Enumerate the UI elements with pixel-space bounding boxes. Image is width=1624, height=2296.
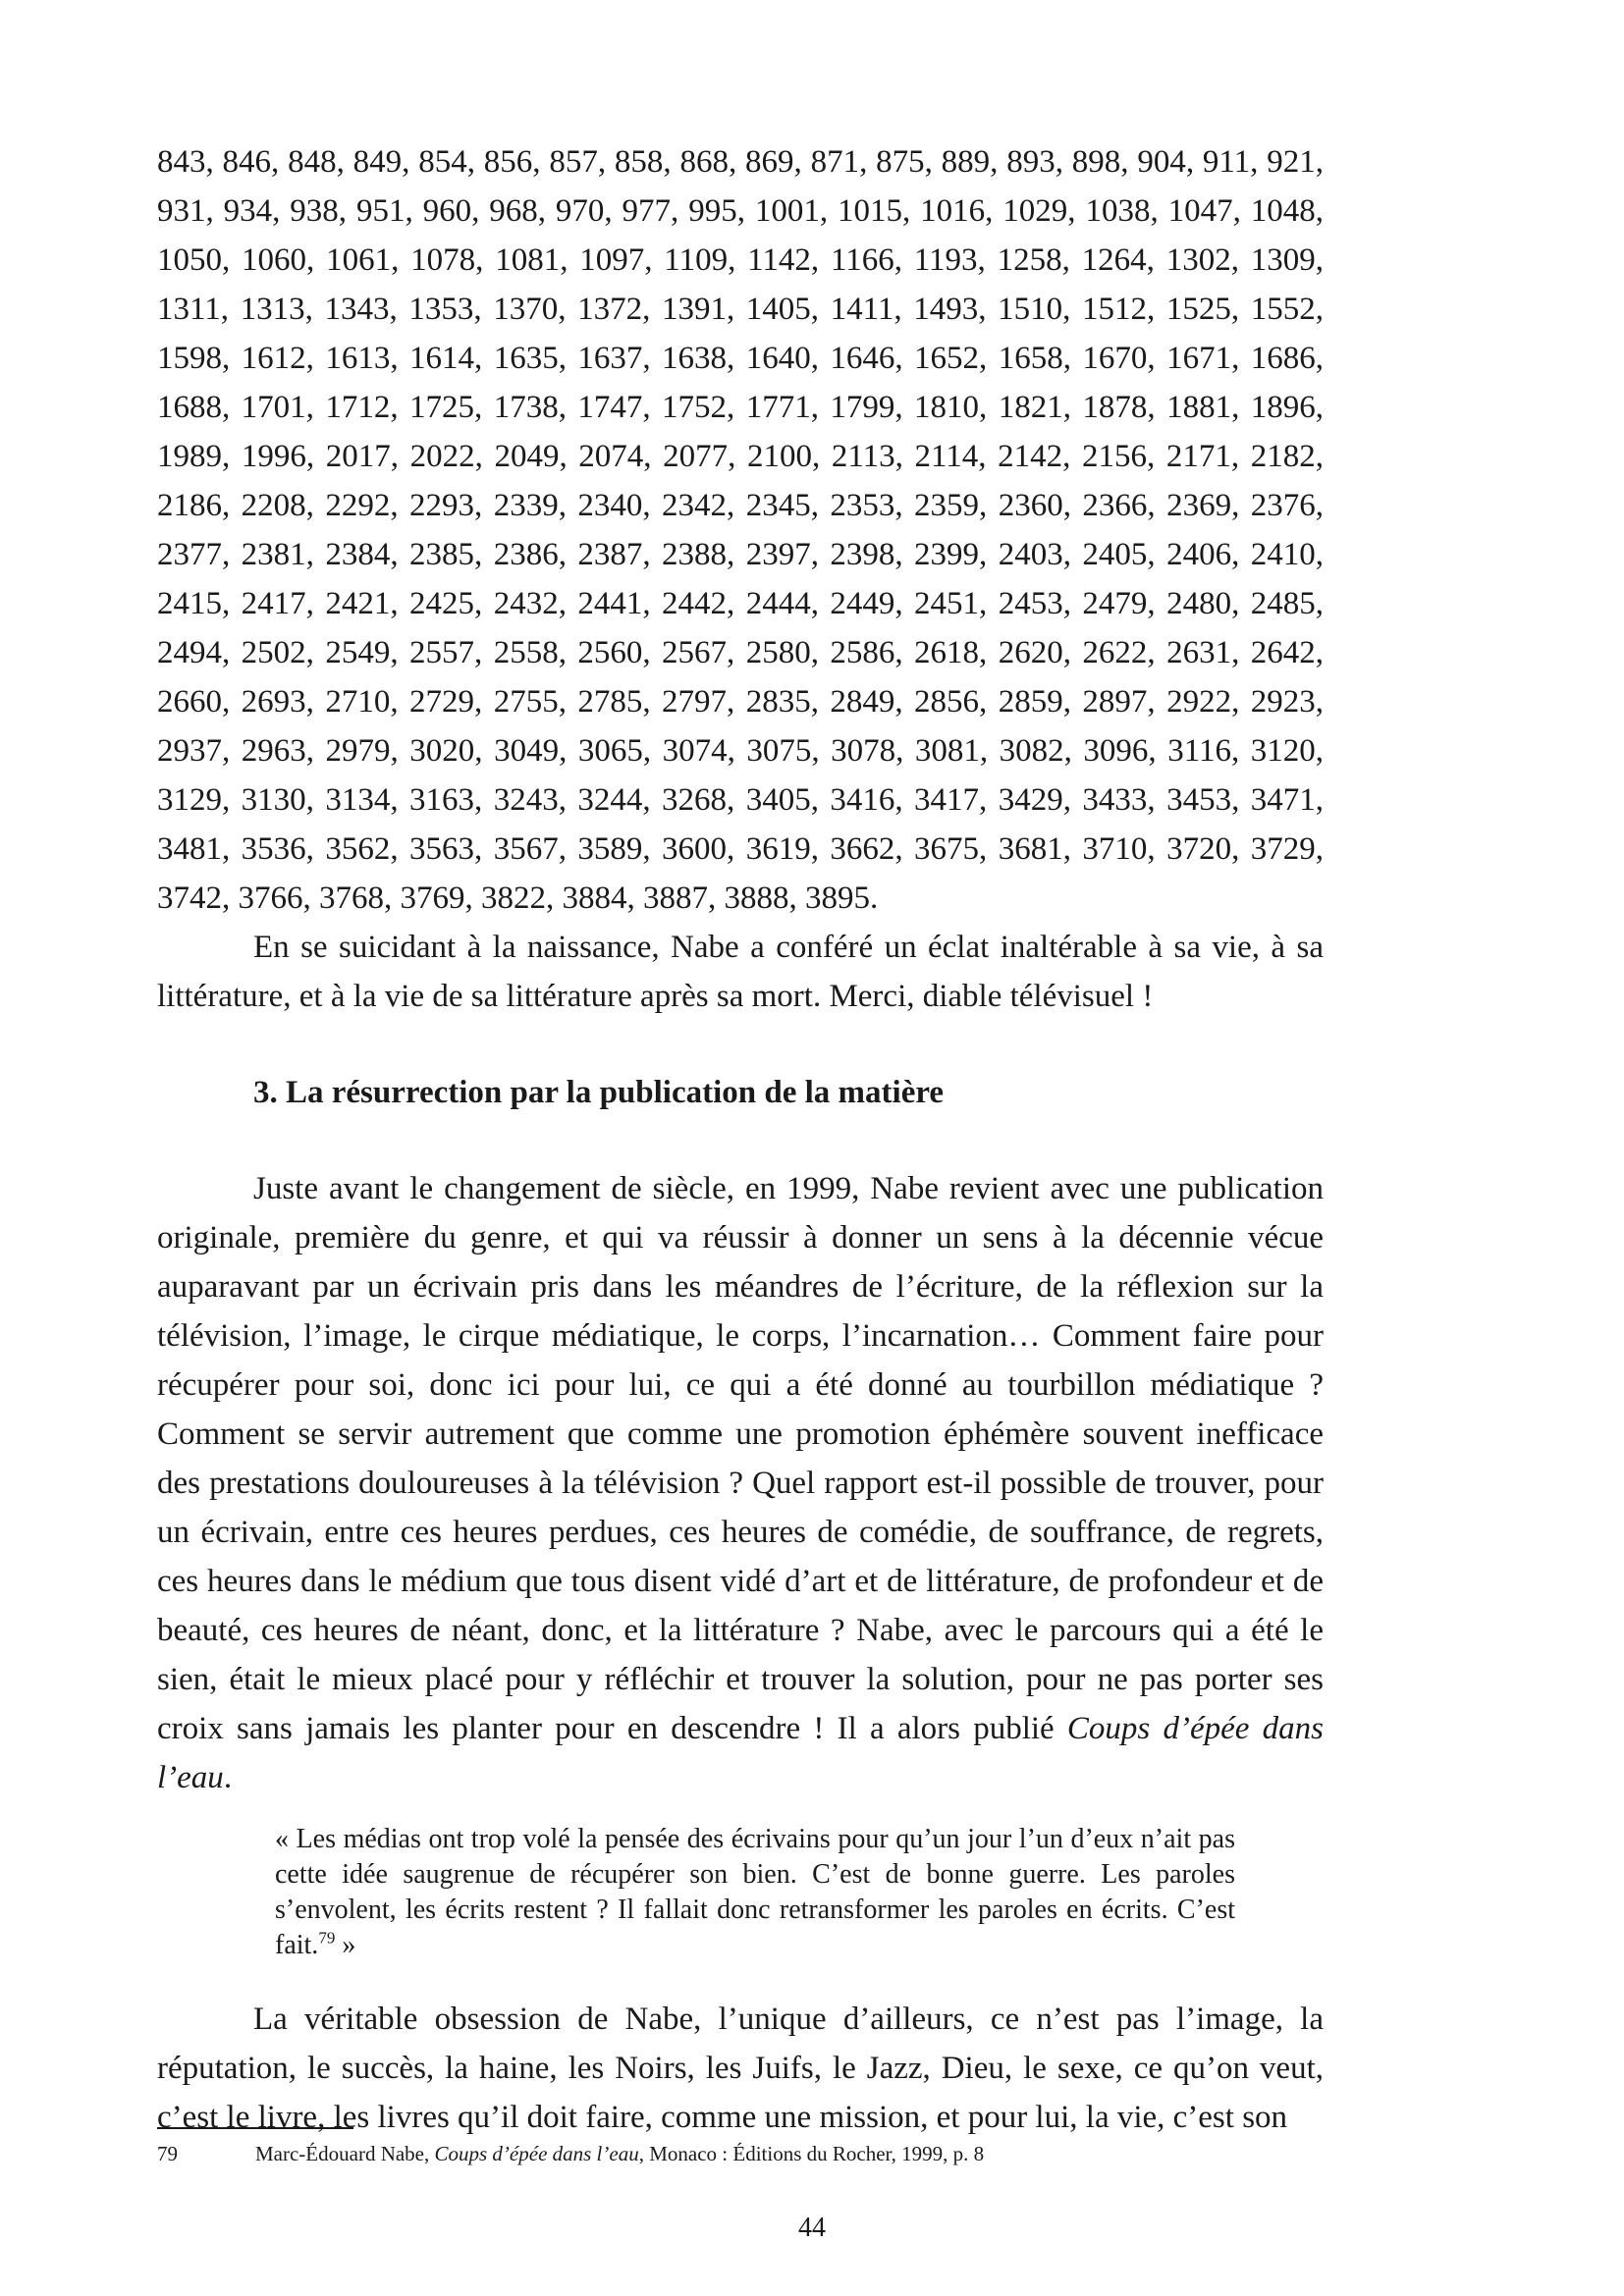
footnote-separator [157,2127,353,2129]
section-heading: 3. La résurrection par la publication de la matière [253,1075,945,1110]
footnote [157,2140,1326,2167]
quote-text: « Les médias ont trop volé la pensée des écrivains pour qu’un jour l’un d’eux n’ait pas cette idée saugrenue de récupérer son bien. C’est de bonne guerre. Les paroles s’envolent, les écrits restent ? Il fallait donc retransformer les paroles en écrits. C’est fait. [275,1824,1235,1960]
page-content [157,137,1324,2142]
footnote-reference[interactable]: 79 [318,1928,336,1948]
page-number: 44 [798,2213,826,2243]
quote-close: » [335,1930,356,1960]
paragraph-end: . [223,1760,233,1795]
paragraph: En se suicidant à la naissance, Nabe a conféré un éclat inaltérable à sa vie, à sa littérature, et à la vie de sa littérature après sa mort. Merci, diable télévisuel ! [157,930,1324,1014]
footnote-author: Marc-Édouard Nabe, [255,2142,435,2165]
footnote-title: Coups d’épée dans l’eau [434,2142,639,2165]
footnote-number: 79 [157,2142,178,2165]
footnote-details: , Monaco : Éditions du Rocher, 1999, p. 8 [638,2142,985,2165]
paragraph-text: Juste avant le changement de siècle, en 1999, Nabe revient avec une publication originale, première du genre, et qui va réussir à donner un sens à la décennie vécue auparavant par un écrivain pris dans les méandres de l’écriture, de la réflexion sur la télévision, l’image, le cirque médiatique, le corps, l’incarnation… Comment faire pour récupérer pour soi, donc ici pour lui, ce qui a été donné au tourbillon médiatique ? Comment se servir autrement que comme une promotion éphémère souvent inefficace des prestations douloureuses à la télévision ? Quel rapport est-il possible de trouver, pour un écrivain, entre ces heures perdues, ces heures de comédie, de souffrance, de regrets, ces heures dans le médium que tous disent vidé d’art et de littérature, de profondeur et de beauté, ces heures de néant, donc, et la littérature ? Nabe, avec le parcours qui a été le sien, était le mieux placé pour y réfléchir et trouver la solution, pour ne pas porter ses croix sans jamais les planter pour en descendre ! Il a alors publié [157,1171,1324,1746]
book-title: Coups d’épée dans l’eau [157,1711,1324,1795]
paragraph: La véritable obsession de Nabe, l’unique d’ailleurs, ce n’est pas l’image, la réputation, le succès, la haine, les Noirs, les Juifs, le Jazz, Dieu, le sexe, ce qu’on veut, c’est le livre, les livres qu’il doit faire, comme une mission, et pour lui, la vie, c’est son [157,2002,1324,2135]
numbers-list: 843, 846, 848, 849, 854, 856, 857, 858, 868, 869, 871, 875, 889, 893, 898, 904, 911, 921, 931, 934, 938, 951, 960, 968, 970, 977, 995, 1001, 1015, 1016, 1029, 1038, 1047, 1048, 1050, 1060, 1061, 1078, 1081, 1097, 1109, 1142, 1166, 1193, 1258, 1264, 1302, 1309, 1311, 1313, 1343, 1353, 1370, 1372, 1391, 1405, 1411, 1493, 1510, 1512, 1525, 1552, 1598, 1612, 1613, 1614, 1635, 1637, 1638, 1640, 1646, 1652, 1658, 1670, 1671, 1686, 1688, 1701, 1712, 1725, 1738, 1747, 1752, 1771, 1799, 1810, 1821, 1878, 1881, 1896, 1989, 1996, 2017, 2022, 2049, 2074, 2077, 2100, 2113, 2114, 2142, 2156, 2171, 2182, 2186, 2208, 2292, 2293, 2339, 2340, 2342, 2345, 2353, 2359, 2360, 2366, 2369, 2376, 2377, 2381, 2384, 2385, 2386, 2387, 2388, 2397, 2398, 2399, 2403, 2405, 2406, 2410, 2415, 2417, 2421, 2425, 2432, 2441, 2442, 2444, 2449, 2451, 2453, 2479, 2480, 2485, 2494, 2502, 2549, 2557, 2558, 2560, 2567, 2580, 2586, 2618, 2620, 2622, 2631, 2642, 2660, 2693, 2710, 2729, 2755, 2785, 2797, 2835, 2849, 2856, 2859, 2897, 2922, 2923, 2937, 2963, 2979, 3020, 3049, 3065, 3074, 3075, 3078, 3081, 3082, 3096, 3116, 3120, 3129, 3130, 3134, 3163, 3243, 3244, 3268, 3405, 3416, 3417, 3429, 3433, 3453, 3471, 3481, 3536, 3562, 3563, 3567, 3589, 3600, 3619, 3662, 3675, 3681, 3710, 3720, 3729, 3742, 3766, 3768, 3769, 3822, 3884, 3887, 3888, 3895. [157,144,1324,916]
paragraph [157,1164,1324,1802]
block-quote [275,1822,1235,1963]
